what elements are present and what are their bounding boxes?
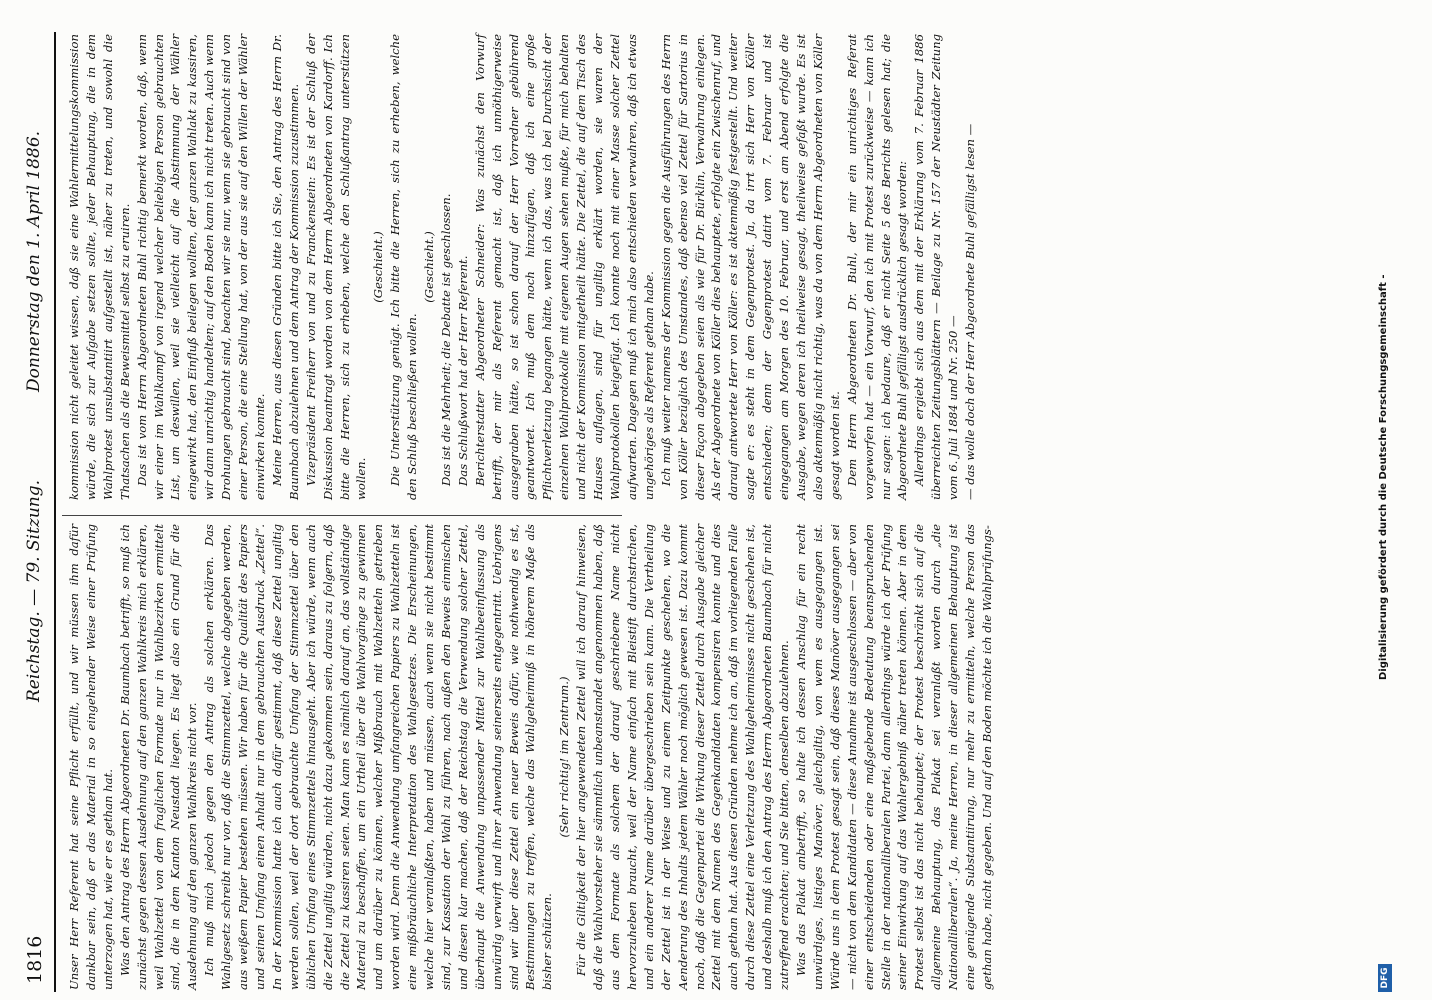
paragraph: Dem Herrn Abgeordneten Dr. Buhl, der mir ein unrichtiges Referat vorgeworfen hat — ein Vorwurf, den ich mit Protest zurückweise — kann ich nur sagen: ich bedaure, daß er nicht Seite 5 des Berichts gelesen hat; die Abgeordnete Buhl gefälligst ausdrücklich gesagt worden: [844, 34, 910, 500]
paragraph: Ich muß weiter namens der Kommission gegen die Ausführungen des Herrn von Köller bezüglich des Umstandes, daß ebenso viel Zettel für Sartorius in dieser Façon abgegeben seien als wie für Dr. Bürklin, Verwahrung einlegen. Als der Abgeordnete von Köller dies behauptete, erfolgte ein Zwischenruf, und darauf antwortete Herr von Köller: es ist aktenmäßig festgestellt. Und weiter sagte er: es steht in dem Gegenprotest. Ja, da irrt sich Herr von Köller entschieden; denn der Gegenprotest datirt vom 7. Februar und ist eingegangen am Morgen des 10. Februar, und erst am Abend erfolgte die Ausgabe, wegen deren ich theilweise gesagt, theilweise gefaßt wurde. Es ist also aktenmäßig nicht richtig, was da von dem Herrn Abgeordneten von Köller gesagt worden ist. [658, 34, 842, 500]
paragraph: Das ist die Mehrheit; die Debatte ist geschlossen. [438, 193, 453, 486]
right-column [66, 34, 979, 500]
column-divider [62, 515, 622, 516]
session-title: Reichstag. — 79. Sitzung. [24, 479, 44, 702]
session-date: Donnerstag den 1. April 1886. [24, 130, 44, 392]
digitization-credit: Digitalisierung gefördert durch die Deutsche Forschungsgemeinschaft - [1378, 274, 1389, 680]
paragraph: Das Schlußwort hat der Herr Referent. [455, 255, 470, 486]
paragraph: Meine Herren, aus diesen Gründen bitte ich Sie, den Antrag des Herrn Dr. Baumbach abzulehnen und dem Antrag der Kommission zuzustimmen. [269, 34, 301, 500]
paragraph: Die Unterstützung genügt. Ich bitte die Herren, sich zu erheben, welche den Schluß beschließen wollen. [388, 34, 420, 500]
paragraph: Was den Antrag des Herrn Abgeordneten Dr. Baumbach betrifft, so muß ich zunächst gegen dessen Ausdehnung auf den ganzen Wahlkreis mich erklären, weil Wahlzettel von dem fraglichen Formate nur in Wahlbezirken ermittelt sind, die in dem Kanton Neustadt liegen. Es liegt also ein Grund für die Ausdehnung auf den ganzen Wahlkreis nicht vor. [117, 524, 200, 990]
interjection: (Geschieht.) [371, 231, 386, 303]
interjection: (Sehr richtig! im Zentrum.) [557, 676, 572, 838]
speaker-paragraph: Berichterstatter Abgeordneter Schneider: Was zunächst den Vorwurf betrifft, der mir als Referent gemacht ist, daß ich unnöthigerweise ausgegraben hätte, so ist schon darauf der Herr Vorredner gebührend geantwortet. Ich muß dem noch hinzufügen, daß ich eine große Pflichtverletzung begangen hätte, wenn ich das, was ich bei Durchsicht der einzelnen Wahlprotokolle mit eigenen Augen sehen mußte, für mich behalten und nicht der Kommission mitgetheilt hätte. Die Zettel, die auf dem Tisch des Hauses auflagen, sind für ungiltig erklärt worden, sie waren der Wahlprotokollen beigefügt. Ich konnte noch mit einer Masse solcher Zettel aufwarten. Dagegen muß ich mich also entschieden verwahren, daß ich etwas ungehöriges als Referent gethan habe. [472, 34, 656, 500]
page-number: 1816 [24, 935, 46, 984]
paragraph: — das wolle doch der Herr Abgeordnete Buhl gefälligst lesen — [963, 123, 978, 500]
interjection: (Geschieht.) [422, 231, 437, 303]
speaker-paragraph: Vizepräsident Freiherr von und zu Franckenstein: Es ist der Schluß der Diskussion beantragt worden von dem Herrn Abgeordneten von Kardorff. Ich bitte die Herren, sich zu erheben, welche den Schlußantrag unterstützen wollen. [303, 34, 369, 500]
quotation: Allerdings ergiebt sich aus dem mit der Erklärung vom 7. Februar 1886 überreichten Zeitungsblättern — Beilage zu Nr. 157 der Neustädter Zeitung vom 6. Juli 1884 und Nr. 250 — [912, 34, 961, 500]
paragraph: Für die Giltigkeit der hier angewendeten Zettel will ich darauf hinweisen, daß die Wahlvorsteher sie sämmtlich unbeanstandet angenommen haben, daß aus dem Formate als solchem der darauf geschriebene Name nicht hervorzuheben braucht, weil der Name einfach mit Bleistift durchstrichen, und ein anderer Name darüber übergeschrieben sein kann. Die Vertheilung der Zettel ist in der Weise und zu einem Zeitpunkte geschehen, wo die Aenderung des Inhalts jedem Wähler noch möglich gewesen ist. Dazu kommt noch, daß die Gegenpartei die Wirkung dieser Zettel durch Ausgabe gleicher Zettel mit dem Namen des Gegenkandidaten kompensiren konnte und dies auch gethan hat. Aus diesen Gründen nehme ich an, daß im vorliegenden Falle durch diese Zettel eine Verletzung des Wahlgeheimnisses nicht geschehen ist, und deshalb muß ich den Antrag des Herrn Abgeordneten Baumbach für nicht zutreffend erachten; und Sie bitten, denselben abzulehnen. [574, 524, 792, 990]
paragraph: Was das Plakat anbetrifft, so halte ich dessen Anschlag für ein recht unwürdiges, listiges Manöver, gleichgiltig, von wem es ausgegangen ist. Würde uns in dem Protest gesagt sein, daß dieses Manöver ausgegangen sei — nicht von dem Kandidaten — diese Annahme ist ausgeschlossen — aber von einer entscheidenden oder eine maßgebende Bedeutung beanspruchenden Stelle in der nationalliberalen Partei, dann allerdings würde ich der Prüfung seiner Einwirkung auf das Wahlergebniß näher treten können. Aber in dem Protest selbst ist das nicht behauptet; der Protest beschränkt sich auf die allgemeine Behauptung, das Plakat sei veranlaßt worden durch „die Nationalliberalen“. Ja, meine Herren, in dieser allgemeinen Behauptung ist eine genügende Substantiirung, nur mehr zu ermitteln, welche Person das gethan habe, nicht gegeben. Und auf den Boden möchte ich die Wahlprüfungs- [793, 524, 994, 990]
page-header [20, 32, 50, 992]
header-rule [54, 32, 56, 992]
paragraph: Das ist vom Herrn Abgeordneten Buhl richtig bemerkt worden, daß, wenn wir einer im Wahlkampf von irgend welcher beliebigen Person gebrauchten List, um deswillen, weil sie vielleicht auf die Abstimmung der Wähler eingewirkt hat, den Einfluß beilegen wollten, der ganzen Wahlakt zu kassiren, wir dann unrichtig handelten; auf den Boden kann ich nicht treten. Auch wenn Drohungen gebraucht sind, beachten wir sie nur, wenn sie gebraucht sind von einer Person, die eine Stellung hat, von der aus sie auf den Willen der Wähler einwirken konnte. [134, 34, 267, 500]
paragraph: Unser Herr Referent hat seine Pflicht erfüllt, und wir müssen ihm dafür dankbar sein, daß er das Material in so eingehender Weise einer Prüfung unterzogen hat, wie er es gethan hat. [67, 524, 115, 990]
dfg-logo: DFG [1378, 964, 1392, 992]
left-column [66, 524, 996, 990]
paragraph: kommission nicht geleitet wissen, daß sie eine Wahlermittelungskommission würde, die sich zur Aufgabe setzen sollte, jeder Behauptung, die in dem Wahlprotest unsubstantiirt aufgestellt ist, näher zu treten, und sowohl die Thatsachen als die Beweismittel selbst zu eruiren. [67, 34, 132, 500]
paragraph: Ich muß mich jedoch gegen den Antrag als solchen erklären. Das Wahlgesetz schreibt nur vor, daß die Stimmzettel, welche abgegeben werden, aus weißem Papier bestehen müssen. Wir haben für die Qualität des Papiers und seinen Umfang einen Anhalt nur in dem gebrauchten Ausdruck „Zettel“. In der Kommission hatte ich auch dafür gestimmt, daß diese Zettel ungiltig werden sollen, weil der dort gebrauchte Umfang der Stimmzettel über den üblichen Umfang eines Stimmzettels hinausgeht. Aber ich würde, wenn auch die Zettel ungiltig würden, nicht dazu gekommen sein, daraus zu folgern, daß die Zettel zu kassiren seien. Man kann es nämlich darauf an, das vollständige Material zu beschaffen, um ein Urtheil über die Wahlvorgänge zu gewinnen und um darüber zu können, welcher Mißbrauch mit Wahlzetteln getrieben worden wird. Denn die Anwendung umfangreichen Papiers zu Wahlzetteln ist eine mißbräuchliche Interpretation des Wahlgesetzes. Die Erscheinungen, welche hier veranlaßten, haben und müssen, auch wenn sie nicht bestimmt sind, zur Kassation der Wahl zu führen, nach außen den Beweis einmischen und diesen klar machen, daß der Reichstag die Verwendung solcher Zettel, überhaupt die Anwendung unpassender Mittel zur Wahlbeeinflussung als unwürdig verwirft und ihrer Anwendung seinerseits entgegentritt. Uebrigens sind wir über diese Zettel ein neuer Beweis dafür, wie nothwendig es ist, Bestimmungen zu treffen, welche das Wahlgeheimniß in höherem Maße als bisher schützen. [202, 524, 555, 990]
